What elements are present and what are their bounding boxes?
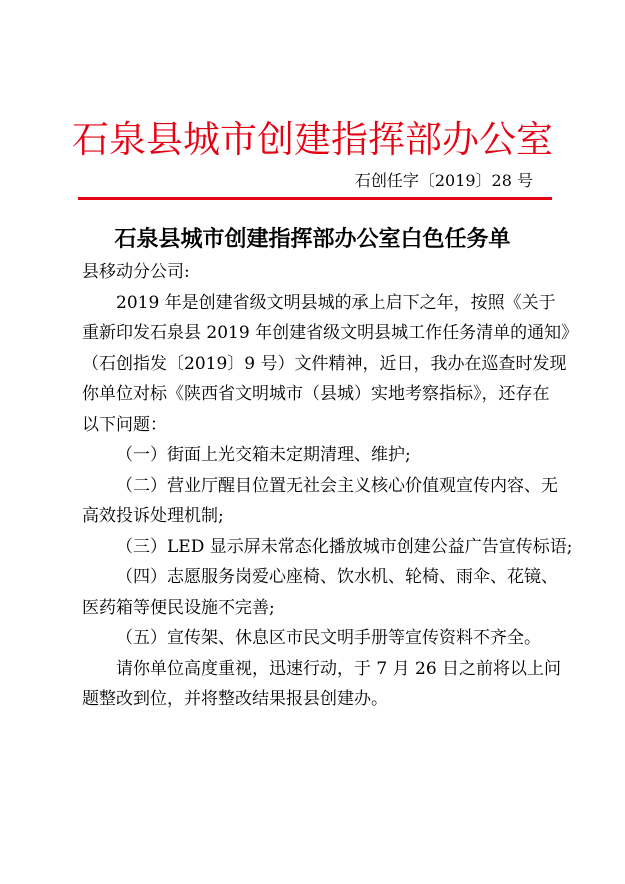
closing-line: 请你单位高度重视，迅速行动，于 7 月 26 日之前将以上问 xyxy=(116,658,562,679)
body-line: 重新印发石泉县 2019 年创建省级文明县城工作任务清单的通知》 xyxy=(82,323,579,343)
issue-item: （一）街面上光交箱未定期清理、维护; xyxy=(116,445,411,465)
recipient-line: 县移动分公司: xyxy=(82,262,190,282)
issue-item-continued: 高效投诉处理机制; xyxy=(82,506,224,526)
issue-item: （四）志愿服务岗爱心座椅、饮水机、轮椅、雨伞、花镜、 xyxy=(116,567,558,587)
body-line: （石创指发〔2019〕9 号）文件精神，近日，我办在巡查时发现 xyxy=(82,353,567,374)
body-line: 2019 年是创建省级文明县城的承上启下之年，按照《关于 xyxy=(116,292,556,313)
red-header-divider xyxy=(78,197,552,200)
issue-item-continued: 医药箱等便民设施不完善; xyxy=(82,597,275,618)
org-header-title: 石泉县城市创建指挥部办公室 xyxy=(72,118,553,161)
document-title: 石泉县城市创建指挥部办公室白色任务单 xyxy=(114,226,511,252)
issue-item: （五）宣传架、休息区市民文明手册等宣传资料不齐全。 xyxy=(116,628,541,648)
body-line: 你单位对标《陕西省文明城市（县城）实地考察指标》，还存在 xyxy=(82,384,550,404)
closing-line: 题整改到位，并将整改结果报县创建办。 xyxy=(82,689,388,709)
issue-item: （二）营业厅醒目位置无社会主义核心价值观宣传内容、无 xyxy=(116,475,558,496)
document-number: 石创任字〔2019〕28 号 xyxy=(354,171,533,190)
document-body xyxy=(82,257,579,715)
body-line: 以下问题： xyxy=(82,414,167,435)
issue-item: （三）LED 显示屏未常态化播放城市创建公益广告宣传标语; xyxy=(116,536,573,557)
